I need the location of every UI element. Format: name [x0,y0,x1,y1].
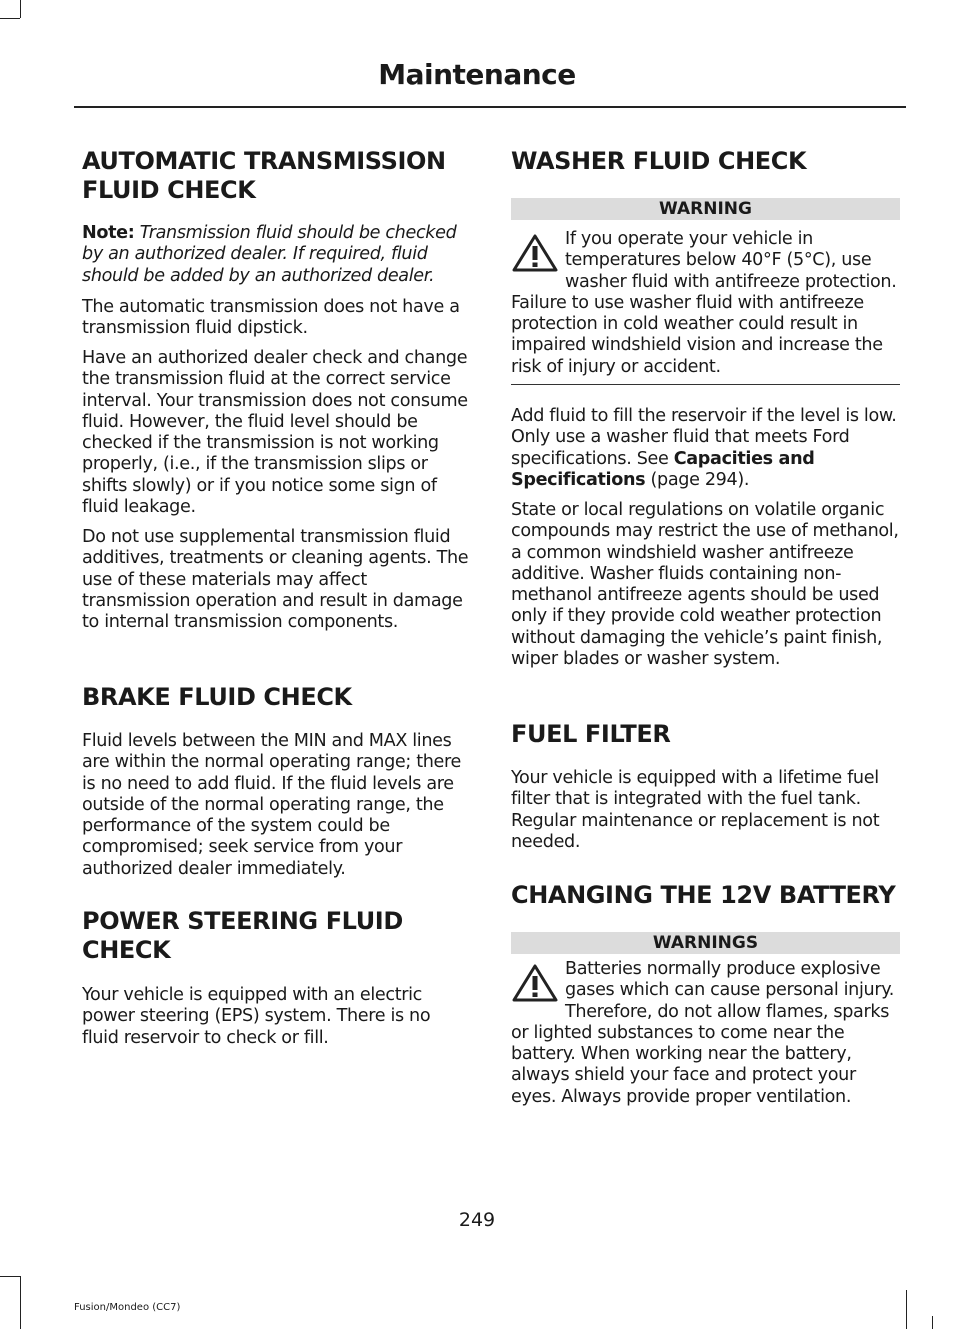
capacities-link[interactable]: Capacities and Specifications [511,448,815,490]
atf-note [82,223,472,287]
atf-paragraph-2: Have an authorized dealer check and change the transmission fluid at the correct service interval. Your transmission does not consume fluid. However, the fluid level should be checked if the transmission is not working properly, (i.e., if the transmission slips or shifts slowly) or if you notice some sign of fluid leakage. [82,348,468,518]
warning-text-battery: Batteries normally produce explosive gases which can cause personal injury. Therefore, do not allow flames, sparks or lighted substances to come near the battery. When working near the battery, always shield your face and protect your eyes. Always provide proper ventilation. [511,959,895,1107]
atf-paragraph-3: Do not use supplemental transmission fluid additives, treatments or cleaning agents. The use of these materials may affect transmission operation and result in damage to internal transmission components. [82,527,469,633]
section-heading-washer: WASHER FLUID CHECK [511,147,807,175]
note-text: Transmission fluid should be checked by an authorized dealer. If required, fluid should be added by an authorized dealer. [82,223,457,286]
section-heading-fuel: FUEL FILTER [511,720,671,748]
crop-mark [0,1276,20,1277]
washer-p1-page: (page 294). [645,469,750,490]
warning-text-washer: If you operate your vehicle in temperatures below 40°F (5°C), use washer fluid with antifreeze protection. Failure to use washer fluid with antifreeze protection in cold weather could result in impaired windshield vision and increase the risk of injury or accident. [511,229,897,377]
note-label: Note: [82,223,135,243]
crop-mark [20,1276,21,1329]
warning-triangle-icon [511,963,559,1003]
warning-box-washer [511,229,900,378]
warning-triangle-icon [511,233,559,273]
brake-paragraph-1: Fluid levels between the MIN and MAX lines are within the normal operating range; there is no need to add fluid. If the fluid levels are outside of the normal operating range, the performance of the system could be compromised; seek service from your authorized dealer immediately. [82,731,461,879]
crop-mark [20,0,21,18]
washer-paragraph-2: State or local regulations on volatile organic compounds may restrict the use of methanol, a common windshield washer antifreeze additive. Washer fluids containing non-methanol antifreeze agents should be used only if they provide cold weather protection without damaging the vehicle’s paint finish, wiper blades or washer system. [511,500,899,670]
crop-mark [932,1316,933,1329]
crop-mark [906,1290,907,1329]
page-number: 249 [458,1209,496,1231]
footer-model: Fusion/Mondeo (CC7) [74,1302,181,1313]
section-heading-steering: POWER STEERING FLUID CHECK [82,907,403,964]
warning-bar: WARNING [511,198,900,220]
warning-box-battery [511,959,900,1108]
washer-paragraph-1 [511,406,900,491]
warnings-bar: WARNINGS [511,932,900,954]
washer-p1-text: Add fluid to fill the reservoir if the level is low. Only use a washer fluid that meets Ford specifications. See [511,406,897,469]
steering-paragraph-1: Your vehicle is equipped with an electric power steering (EPS) system. There is no fluid reservoir to check or fill. [82,985,431,1048]
section-heading-atf: AUTOMATIC TRANSMISSION FLUID CHECK [82,147,446,204]
section-heading-battery: CHANGING THE 12V BATTERY [511,881,896,909]
crop-mark [0,18,20,19]
fuel-paragraph-1: Your vehicle is equipped with a lifetime fuel filter that is integrated with the fuel tank. Regular maintenance or replacement is not needed. [511,768,880,852]
section-heading-brake: BRAKE FLUID CHECK [82,683,352,711]
atf-paragraph-1: The automatic transmission does not have a transmission fluid dipstick. [82,297,460,339]
header-rule [74,106,906,108]
page-title: Maintenance [378,58,576,91]
warning-rule [511,384,900,385]
